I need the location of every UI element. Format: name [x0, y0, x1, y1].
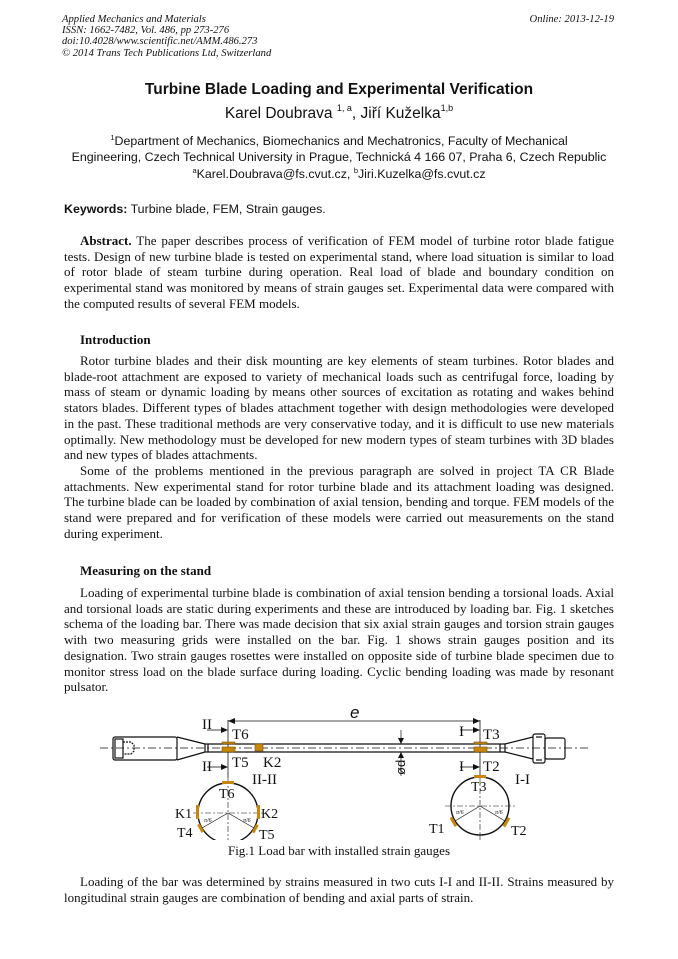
label-sec1-t2: T2: [511, 824, 527, 839]
email-separator: ,: [346, 167, 354, 181]
email-sup: b: [353, 166, 358, 175]
label-t6: T6: [232, 727, 249, 743]
label-dimension-d: ød: [393, 759, 408, 775]
label-sec2-t4: T4: [177, 826, 193, 840]
label-cut-i-bottom: I: [459, 759, 464, 775]
section-i-diagram: [429, 775, 527, 840]
label-t3: T3: [483, 727, 500, 743]
label-sec1-t3: T3: [471, 780, 487, 795]
affiliation-line-2: Engineering, Czech Technical University in Prague, Technická 4 166 07, Praha 6, Czech Republic: [71, 150, 607, 164]
journal-header: [62, 14, 271, 59]
affiliation-sup: 1: [110, 133, 115, 142]
author-name: Jiří Kuželka: [360, 105, 441, 122]
gauge-k2: [255, 744, 263, 751]
affiliation: [0, 130, 678, 165]
label-sec2-k1: K1: [175, 807, 193, 822]
label-sec1-t1: T1: [429, 822, 445, 837]
section-heading-introduction: Introduction: [80, 332, 151, 347]
author-emails: [0, 166, 678, 181]
right-nut: [533, 734, 545, 763]
keywords-text: Turbine blade, FEM, Strain gauges.: [127, 202, 326, 216]
label-sec2-t5: T5: [259, 828, 275, 840]
online-date: Online: 2013-12-19: [529, 14, 614, 25]
email-sup: a: [192, 166, 197, 175]
doi-line: doi:10.4028/www.scientific.net/AMM.486.273: [62, 36, 258, 48]
left-taper: [177, 737, 205, 760]
issn-line: ISSN: 1662-7482, Vol. 486, pp 273-276: [62, 25, 230, 37]
label-t2: T2: [483, 759, 500, 775]
label-cut-ii-top: II: [202, 717, 212, 733]
label-angle: π/6: [456, 810, 464, 816]
gauge-t5: [222, 747, 235, 752]
measuring-paragraph-1: Loading of experimental turbine blade is combination of axial tension bending a torsional loads. Axial and torsional loads are static during experiments and these are introduced by loading bar. Fig. 1 sketches schema of the loading bar. There was made decision that six axial strain gauges and torsion strain gauges with two measuring grids were installed on the bar. Fig. 1 shows strain gauges position and its designation. Two strain gauges rosettes were installed on opposite side of turbine blade specimen due to monitor stress load on the blade surface during loading. Cyclic bending loading was made by resonant pulsator.: [64, 585, 614, 695]
affiliation-line-1: Department of Mechanics, Biomechanics and Mechatronics, Faculty of Mechanical: [114, 134, 568, 148]
paper-title: Turbine Blade Loading and Experimental Verification: [144, 81, 534, 98]
label-cut-ii-bottom: II: [202, 759, 212, 775]
author-affil-sup: 1,b: [440, 103, 454, 113]
keywords: [64, 202, 326, 216]
label-sec2-k2: K2: [261, 807, 279, 822]
label-cut-i-top: I: [459, 724, 464, 740]
figure-caption: Fig.1 Load bar with installed strain gauges: [227, 843, 451, 858]
email-link[interactable]: Jiri.Kuzelka@fs.cvut.cz: [357, 167, 486, 181]
intro-paragraph-1: Rotor turbine blades and their disk mounting are key elements of steam turbines. Rotor blades and blade-root attachment are exposed to variety of mechanical loads such as centrifugal force, loading by mass of steam or dynamic loading by means other sources of excitation as rotating and wakes behind stators blades. Different types of blades attachment together with design methodologies were developed in the past. These traditional methods are very conservative today, and it is difficult to use new materials optimally. New methodology must be developed for new modern types of steam turbines with 3D blades and new types of blades attachments.: [64, 353, 614, 463]
label-section-ii: II-II: [252, 772, 277, 788]
journal-name: Applied Mechanics and Materials: [62, 14, 206, 25]
label-t5: T5: [232, 755, 249, 771]
gauge-t2: [474, 747, 487, 752]
author-separator: ,: [351, 105, 361, 122]
copyright-line: © 2014 Trans Tech Publications Ltd, Switzerland: [62, 47, 272, 59]
label-angle: π/6: [243, 818, 251, 824]
section-heading-measuring: Measuring on the stand: [80, 563, 212, 578]
keywords-label: Keywords:: [64, 202, 128, 216]
abstract-text: The paper describes process of verification of FEM model of turbine rotor blade fatigue tests. Design of new turbine blade is tested on experimental stand, where load situation is similar to load of rotor blade of steam turbine during operation. Real load of blade and boundary condition on experimental stand was monitored by means of strain gauges set. Experimental data were compared with the computed results of several FEM models.: [64, 233, 614, 311]
email-link[interactable]: Karel.Doubrava@fs.cvut.cz: [196, 167, 347, 181]
intro-paragraph-2: Some of the problems mentioned in the previous paragraph are solved in project TA CR Blade attachments. New experimental stand for rotor turbine blade and its attachment loading was designed. The turbine blade can be loaded by combination of axial tension, bending and torque. FEM models of the stand were prepared and for verification of these models were carried out measurements on the stand during experiment.: [64, 463, 614, 541]
author-name: Karel Doubrava: [224, 105, 337, 122]
author-list: [0, 103, 678, 123]
abstract-label: Abstract.: [80, 233, 132, 248]
load-bar-figure: [95, 700, 595, 840]
label-section-i: I-I: [515, 772, 530, 788]
abstract: [64, 233, 614, 312]
label-k2: K2: [263, 755, 282, 771]
label-dimension-e: e: [350, 703, 360, 722]
right-grip: [545, 738, 565, 759]
measuring-paragraph-2: Loading of the bar was determined by strains measured in two cuts I-I and II-II. Strains measured by longitudinal strain gauges are combination of bending and axial parts of strain.: [64, 874, 614, 905]
label-angle: π/6: [204, 818, 212, 824]
author-affil-sup: 1, a: [336, 103, 352, 113]
label-angle: π/6: [495, 810, 503, 816]
label-sec2-t6: T6: [219, 787, 235, 802]
